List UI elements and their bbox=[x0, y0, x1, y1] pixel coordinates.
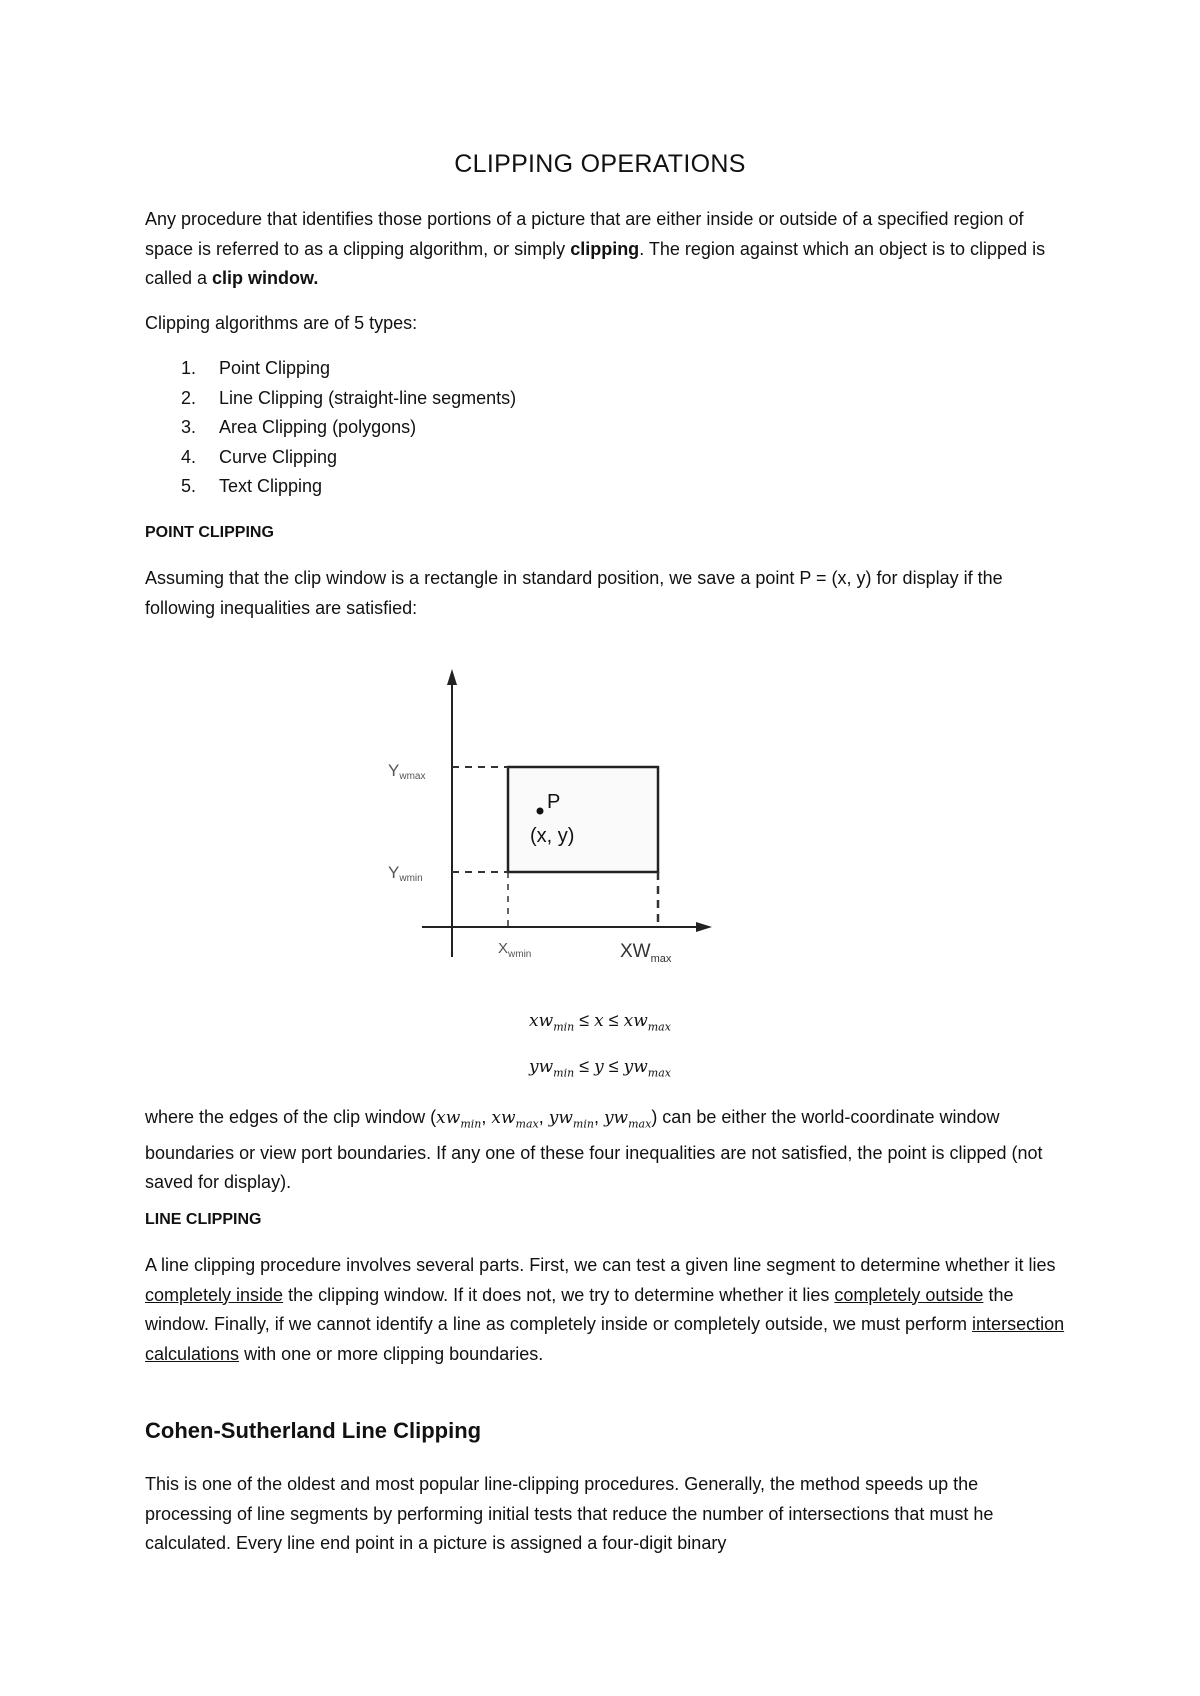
inequality-x: $xw_{min} \le x \le xw_{max}$ bbox=[529, 1010, 671, 1034]
list-item: 3. Area Clipping (polygons) bbox=[181, 417, 417, 437]
xmin-label: $X_{wmin}$ bbox=[498, 940, 532, 960]
underline-completely-inside: completely inside bbox=[145, 1284, 284, 1305]
underline-intersection-calculations: intersection calculations bbox=[145, 1314, 1065, 1364]
y-axis-arrow-icon bbox=[447, 669, 457, 685]
where-paragraph: where the edges of the clip window ($xw_{min}$, $xw_{max}$, $yw_{min}$, $yw_{max}$) can be either the world-coordinate window boundaries or view port boundaries. If any one of these four inequalities are not satisfied, the point is clipped (not saved for display). bbox=[145, 1107, 1043, 1193]
x-axis-arrow-icon bbox=[696, 922, 712, 932]
list-item: 1. Point Clipping bbox=[181, 358, 331, 378]
point-p-label: P bbox=[547, 791, 561, 813]
window-edge-ywmin: $yw_{min}$ bbox=[548, 1108, 594, 1131]
list-item: 5. Text Clipping bbox=[181, 476, 323, 496]
point-clipping-text: Assuming that the clip window is a rectangle in standard position, we save a point P = (x, y) for display if the following inequalities are satisfied: bbox=[145, 568, 1003, 618]
window-edge-ywmax: $yw_{max}$ bbox=[603, 1108, 652, 1131]
page-title: CLIPPING OPERATIONS bbox=[454, 150, 746, 178]
cohen-sutherland-heading: Cohen-Sutherland Line Clipping bbox=[145, 1418, 482, 1443]
xmax-label: $XW_{max}$ bbox=[620, 941, 672, 965]
clip-window-rect bbox=[508, 767, 658, 872]
ymax-label: Ywmax bbox=[388, 761, 426, 782]
list-item: 4. Curve Clipping bbox=[181, 446, 338, 467]
window-edge-xwmin: $xw_{min}$ bbox=[436, 1108, 482, 1131]
term-clipping: clipping bbox=[570, 238, 640, 259]
cohen-sutherland-text: This is one of the oldest and most popular line-clipping procedures. Generally, the method speeds up the processing of line segments by performing initial tests that reduce the number of intersections that must he calculated. Every line end point in a picture is assigned a four-digit binary bbox=[145, 1474, 994, 1553]
intro-paragraph: Any procedure that identifies those portions of a picture that are either inside or outside of a specified region of space is referred to as a clipping algorithm, or simply clipping. The region against which an object is to clipped is called a clip window. bbox=[145, 209, 1046, 288]
term-clip-window: clip window. bbox=[212, 268, 319, 288]
ymin-label: Ywmin bbox=[388, 863, 423, 884]
clip-types-list bbox=[145, 354, 1065, 502]
list-item: 2. Line Clipping (straight-line segments) bbox=[181, 387, 517, 408]
point-coords-label: (x, y) bbox=[530, 825, 575, 847]
point-clipping-heading: POINT CLIPPING bbox=[145, 524, 274, 541]
line-clipping-text: A line clipping procedure involves several parts. First, we can test a given line segment to determine whether it lies completely inside the clipping window. If it does not, we try to determine whether it lies completely outside the window. Finally, if we cannot identify a line as completely inside or completely outside, we must perform intersection calculations with one or more clipping boundaries. bbox=[145, 1255, 1065, 1364]
point-p-marker bbox=[537, 808, 544, 815]
window-edge-xwmax: $xw_{max}$ bbox=[491, 1108, 539, 1131]
clip-window-diagram bbox=[380, 665, 720, 975]
line-clipping-heading: LINE CLIPPING bbox=[145, 1211, 262, 1228]
types-intro: Clipping algorithms are of 5 types: bbox=[145, 313, 418, 333]
inequality-y: $yw_{min} \le y \le yw_{max}$ bbox=[529, 1056, 671, 1080]
underline-completely-outside: completely outside bbox=[834, 1284, 984, 1305]
